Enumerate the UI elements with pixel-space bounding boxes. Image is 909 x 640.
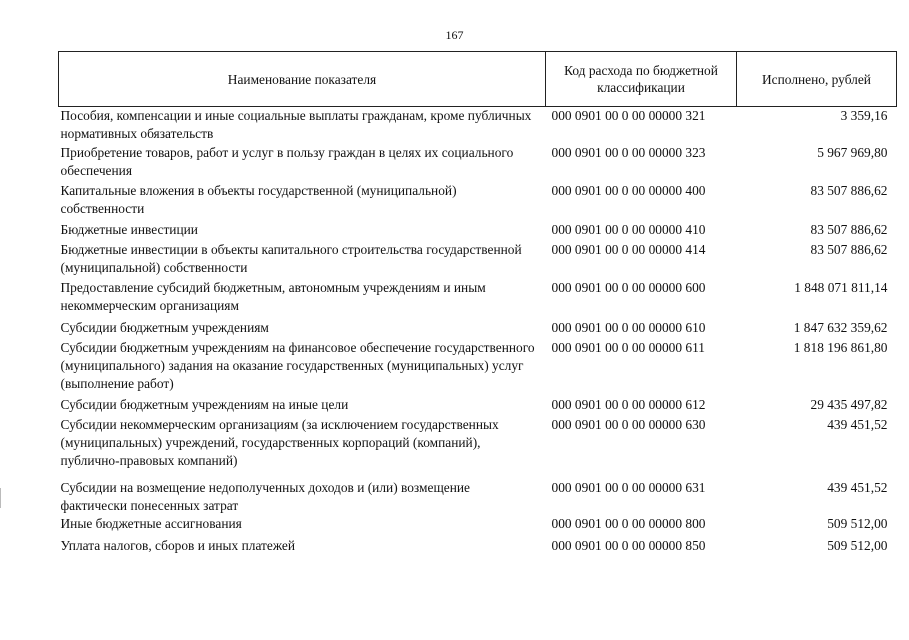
header-amount: Исполнено, рублей	[737, 52, 897, 107]
row-code: 000 0901 00 0 00 00000 600	[551, 279, 706, 295]
table-row	[59, 537, 897, 559]
row-name: Субсидии бюджетным учреждениям на иные цели	[60, 396, 349, 412]
table-row	[59, 241, 897, 279]
table-body	[59, 107, 897, 559]
row-name: Иные бюджетные ассигнования	[60, 515, 242, 531]
row-amount: 83 507 886,62	[810, 221, 888, 237]
row-name: Субсидии на возмещение недополученных доходов и (или) возмещение фактически понесенных затрат	[60, 479, 470, 513]
row-amount: 509 512,00	[827, 515, 888, 531]
row-amount: 83 507 886,62	[810, 182, 888, 198]
table-row	[59, 416, 897, 479]
table-row	[59, 107, 897, 144]
table-row	[59, 144, 897, 182]
row-name: Пособия, компенсации и иные социальные выплаты гражданам, кроме публичных нормативных обязательств	[60, 108, 532, 141]
row-name: Бюджетные инвестиции в объекты капитального строительства государственной (муниципальной) собственности	[60, 241, 522, 275]
row-code: 000 0901 00 0 00 00000 410	[551, 221, 706, 237]
table-row	[59, 479, 897, 515]
row-name: Субсидии бюджетным учреждениям на финансовое обеспечение государственного (муниципального) задания на оказание государственных (муниципальных) услуг (выполнение работ)	[60, 339, 535, 391]
row-code: 000 0901 00 0 00 00000 850	[551, 537, 706, 553]
row-name: Бюджетные инвестиции	[60, 221, 198, 237]
row-code: 000 0901 00 0 00 00000 611	[551, 339, 705, 355]
scan-edge-mark	[0, 488, 4, 508]
row-amount: 83 507 886,62	[810, 241, 888, 257]
row-code: 000 0901 00 0 00 00000 630	[551, 416, 706, 432]
row-name: Приобретение товаров, работ и услуг в пользу граждан в целях их социального обеспечения	[60, 144, 514, 178]
table-row	[59, 515, 897, 537]
row-amount: 1 848 071 811,14	[794, 279, 888, 295]
row-amount: 29 435 497,82	[810, 396, 888, 412]
row-code: 000 0901 00 0 00 00000 414	[551, 241, 706, 257]
header-code: Код расхода по бюджетной классификации	[546, 52, 737, 107]
header-name: Наименование показателя	[59, 52, 546, 107]
table-row	[59, 339, 897, 396]
page-number: 167	[445, 28, 464, 42]
row-amount: 3 359,16	[840, 108, 888, 123]
row-amount: 439 451,52	[827, 479, 888, 495]
report-sheet	[58, 51, 896, 559]
table-row	[59, 279, 897, 319]
row-amount: 1 818 196 861,80	[793, 339, 888, 355]
table-row	[59, 182, 897, 221]
table-row	[59, 221, 897, 241]
table-row	[59, 319, 897, 339]
row-code: 000 0901 00 0 00 00000 321	[551, 108, 706, 123]
table-row	[59, 396, 897, 416]
row-code: 000 0901 00 0 00 00000 400	[551, 182, 706, 198]
row-amount: 1 847 632 359,62	[793, 319, 888, 335]
row-name: Субсидии бюджетным учреждениям	[60, 319, 269, 335]
row-code: 000 0901 00 0 00 00000 610	[551, 319, 706, 335]
row-amount: 509 512,00	[827, 537, 888, 553]
row-name: Капитальные вложения в объекты государственной (муниципальной) собственности	[60, 182, 457, 216]
row-code: 000 0901 00 0 00 00000 612	[551, 396, 706, 412]
row-amount: 439 451,52	[827, 416, 888, 432]
row-amount: 5 967 969,80	[817, 144, 888, 160]
row-name: Уплата налогов, сборов и иных платежей	[60, 537, 296, 553]
row-name: Предоставление субсидий бюджетным, автономным учреждениям и иным некоммерческим организациям	[60, 279, 486, 313]
row-code: 000 0901 00 0 00 00000 631	[551, 479, 706, 495]
row-code: 000 0901 00 0 00 00000 323	[551, 144, 706, 160]
expenditure-table	[58, 51, 897, 559]
row-code: 000 0901 00 0 00 00000 800	[551, 515, 706, 531]
table-header	[59, 52, 897, 107]
row-name: Субсидии некоммерческим организациям (за исключением государственных (муниципальных) учреждений, государственных корпораций (компаний), публично-правовых компаний)	[60, 416, 499, 468]
